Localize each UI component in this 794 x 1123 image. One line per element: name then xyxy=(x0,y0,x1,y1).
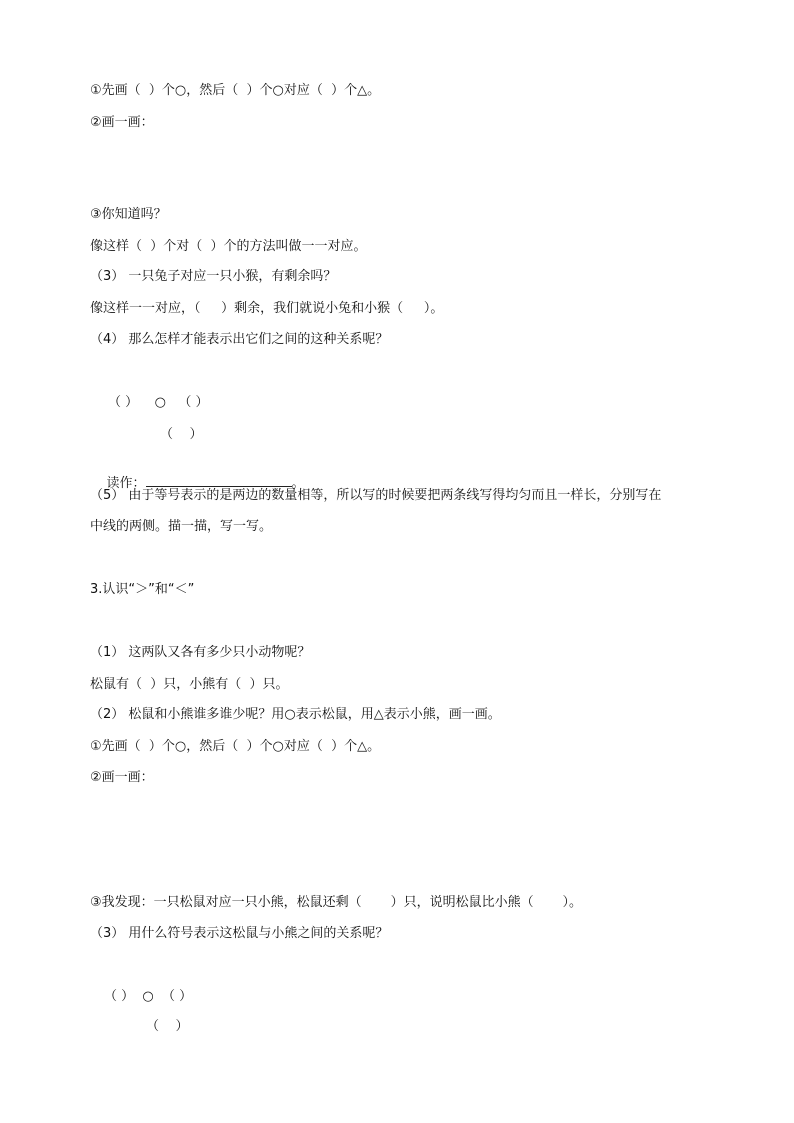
question-5-equal-sign: （5） 由于等号表示的是两边的数量相等，所以写的时候要把两条线写得均匀而且一样长，分别写在 xyxy=(90,488,662,503)
question-3-rabbit-monkey: （3） 一只兔子对应一只小猴，有剩余吗？ xyxy=(90,269,337,284)
question-3-symbol: （3） 用什么符号表示这松鼠与小熊之间的关系呢？ xyxy=(90,926,389,941)
question-1-how-many: （1） 这两队又各有多少只小动物呢？ xyxy=(90,645,311,660)
read-as-period: 。 xyxy=(291,476,305,491)
one-to-one-definition: 像这样（ ）个对（ ）个的方法叫做一一对应。 xyxy=(90,239,367,254)
read-as-underline xyxy=(146,474,292,487)
question-4-relation: （4） 那么怎样才能表示出它们之间的这种关系呢？ xyxy=(90,332,389,347)
step3-do-you-know: ③你知道吗？ xyxy=(90,207,167,222)
read-as-label: 读作： xyxy=(106,476,146,491)
comparison-blanks-row-2: （ ） ○ （ ） xyxy=(104,989,193,1004)
step2-draw-heading-2: ②画一画： xyxy=(90,770,154,785)
squirrel-bear-count: 松鼠有（ ）只，小熊有（ ）只。 xyxy=(90,677,289,692)
remainder-statement: 像这样一一对应，（ ）剩余，我们就说小兔和小猴（ ）。 xyxy=(90,301,444,316)
question-5-continued: 中线的两侧。描一描，写一写。 xyxy=(90,519,273,534)
comparison-blanks-row: （ ） ○ （ ） xyxy=(108,395,209,410)
step1-draw-circles: ①先画（ ）个○，然后（ ）个○对应（ ）个△。 xyxy=(90,83,381,98)
step3-discovery: ③我发现：一只松鼠对应一只小熊，松鼠还剩（ ）只，说明松鼠比小熊（ ）。 xyxy=(90,895,583,910)
comparison-result-blank-2: （ ） xyxy=(146,1019,189,1034)
section-3-heading: 3.认识“＞”和“＜” xyxy=(90,582,195,597)
question-2-who-more: （2） 松鼠和小熊谁多谁少呢？用○表示松鼠，用△表示小熊，画一画。 xyxy=(90,707,501,722)
step1-draw-circles-2: ①先画（ ）个○，然后（ ）个○对应（ ）个△。 xyxy=(90,739,381,754)
step2-draw-heading: ②画一画： xyxy=(90,115,154,130)
comparison-result-blank: （ ） xyxy=(160,427,203,442)
